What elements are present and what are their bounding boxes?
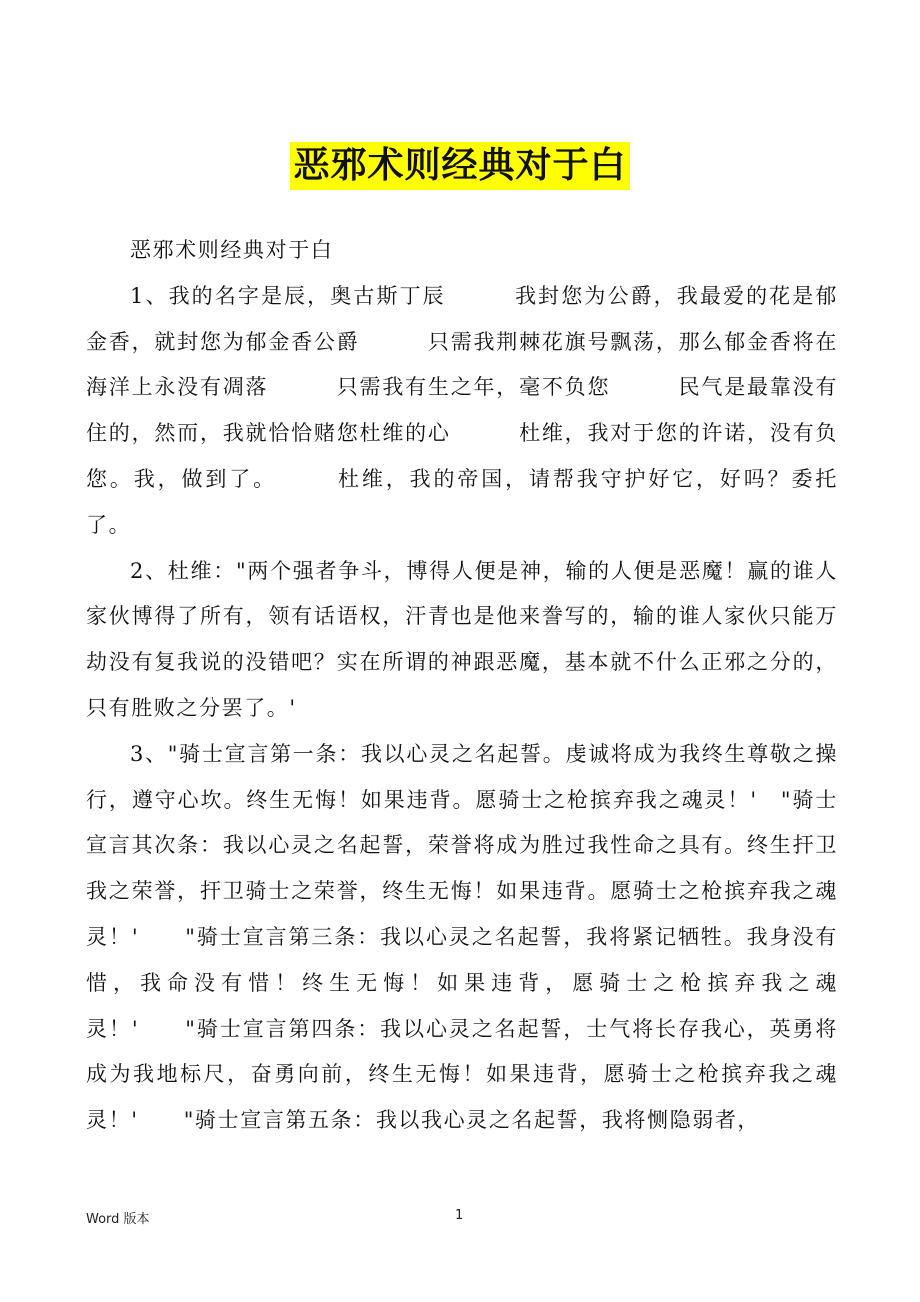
paragraph-quote-2: 2、杜维："两个强者争斗，博得人便是神，输的人便是恶魔！赢的谁人家伙博得了所有，领有话语权，汗青也是他来誊写的，输的谁人家伙只能万劫没有复我说的没错吧？实在所谓的神跟恶魔，基本就不什么正邪之分的，只有胜败之分罢了。' [86,558,838,720]
footer-label: Word 版本 [86,1212,150,1227]
paragraph-subtitle: 恶邪术则经典对于白 [130,238,334,262]
title-area [0,142,920,190]
document-title: 恶邪术则经典对于白 [290,142,629,190]
page-number: 1 [455,1208,464,1223]
paragraph-quote-3: 3、"骑士宣言第一条：我以心灵之名起誓。虔诚将成为我终生尊敬之操行，遵守心坎。终生无悔！如果违背。愿骑士之枪摈弃我之魂灵！' "骑士宣言其次条：我以心灵之名起誓，荣誉将成为胜过我性命之具有。终生扞卫我之荣誉，扞卫骑士之荣誉，终生无悔！如果违背。愿骑士之枪摈弃我之魂灵！' "骑士宣言第三条：我以心灵之名起誓，我将紧记牺牲。我身没有惜，我命没有惜！终生无悔！如果违背，愿骑士之枪摈弃我之魂灵！' "骑士宣言第四条：我以心灵之名起誓，士气将长存我心，英勇将成为我地标尺，奋勇向前，终生无悔！如果违背，愿骑士之枪摈弃我之魂灵！' "骑士宣言第五条：我以我心灵之名起誓，我将恻隐弱者， [86,741,838,1133]
paragraph-quote-1: 1、我的名字是辰，奥古斯丁辰 我封您为公爵，我最爱的花是郁金香，就封您为郁金香公爵 只需我荆棘花旗号飘荡，那么郁金香将在海洋上永没有凋落 只需我有生之年，毫不负您 民气是最靠没有住的，然而，我就恰恰赌您杜维的心 杜维，我对于您的许诺，没有负您。我，做到了。 杜维，我的帝国，请帮我守护好它，好吗？委托了。 [86,283,838,537]
document-body [86,228,838,1144]
